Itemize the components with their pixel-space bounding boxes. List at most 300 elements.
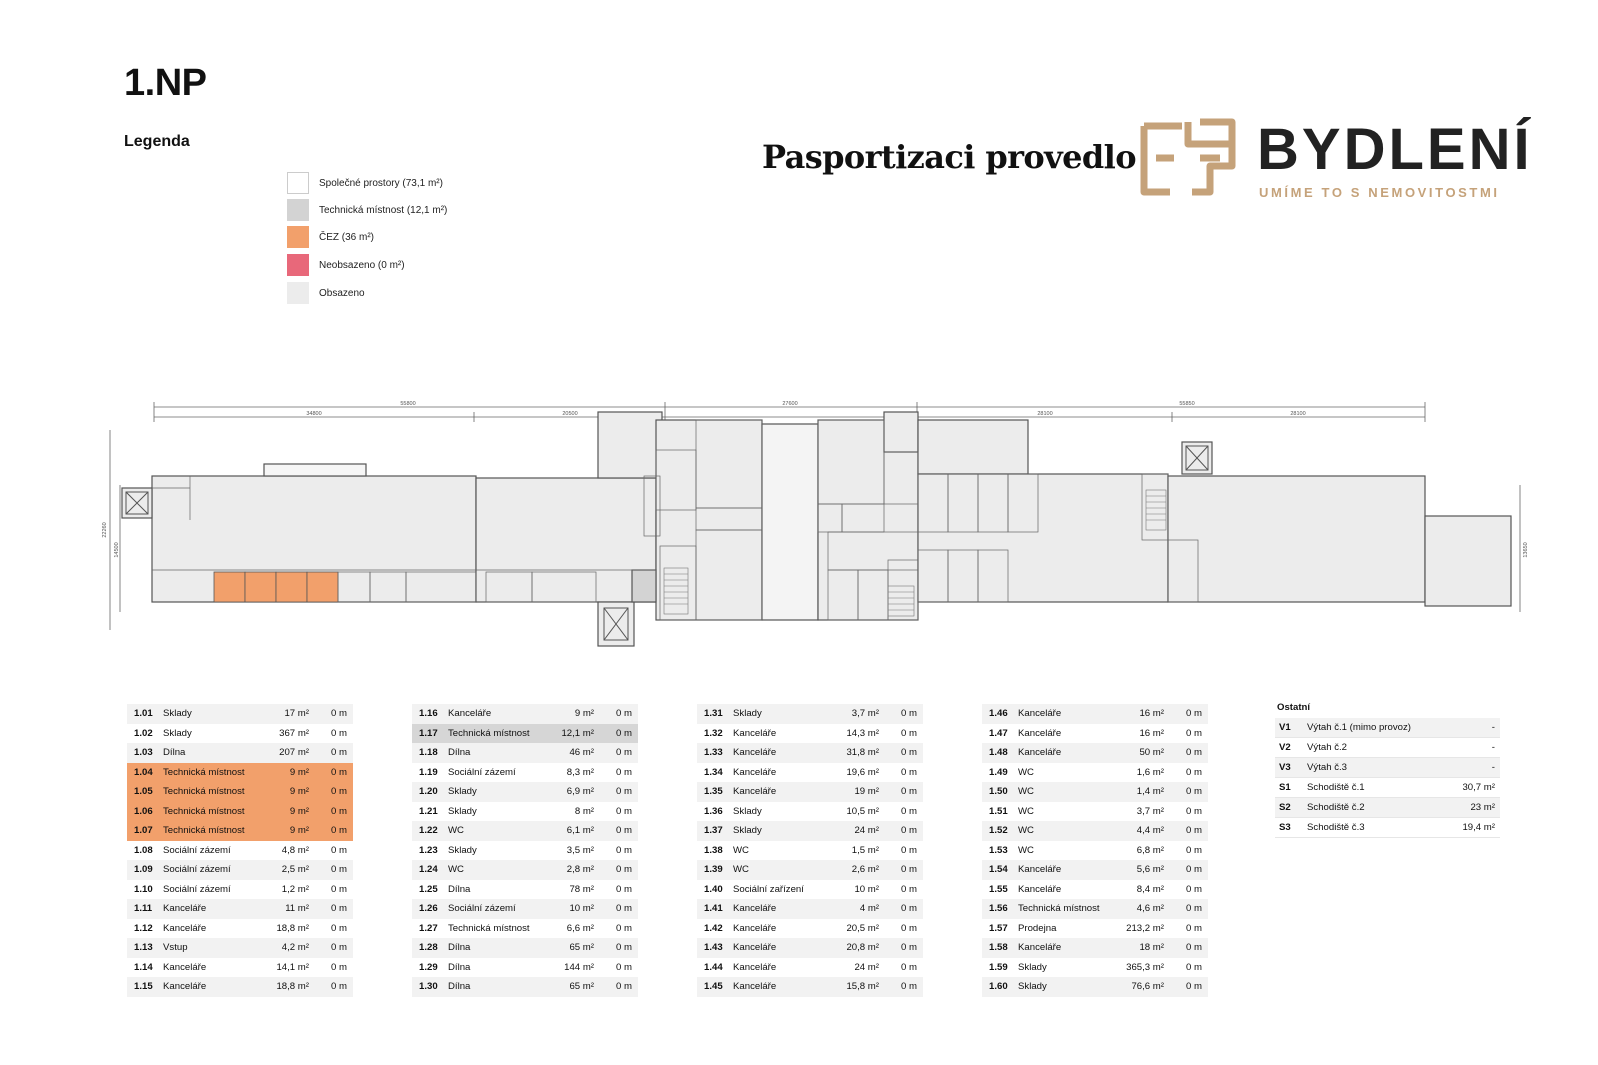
room-name: Sklady	[448, 844, 477, 856]
room-id: 1.54	[989, 864, 1008, 876]
room-id: 1.38	[704, 844, 723, 856]
room-name: Dílna	[448, 747, 471, 759]
room-area: 24 m²	[854, 961, 879, 973]
room-floor: 0 m	[331, 981, 347, 993]
other-value: -	[1491, 722, 1495, 733]
room-floor: 0 m	[1186, 708, 1202, 720]
table-row	[697, 821, 923, 841]
room-area: 46 m²	[569, 747, 594, 759]
room-id: 1.23	[419, 844, 438, 856]
room-floor: 0 m	[901, 766, 917, 778]
room-id: 1.14	[134, 961, 153, 973]
table-row	[697, 860, 923, 880]
room-area: 12,1 m²	[561, 727, 594, 739]
room-name: Sociální zázemí	[448, 766, 516, 778]
room-floor: 0 m	[1186, 805, 1202, 817]
other-name: Výtah č.3	[1307, 762, 1347, 773]
other-name: Výtah č.2	[1307, 742, 1347, 753]
room-name: Sklady	[1018, 961, 1047, 973]
other-value: -	[1491, 742, 1495, 753]
room-area: 18,8 m²	[276, 922, 309, 934]
room-floor: 0 m	[331, 766, 347, 778]
room-name: Kanceláře	[1018, 864, 1062, 876]
legend-swatch	[287, 199, 309, 221]
room-name: Dílna	[448, 981, 471, 993]
room-name: Sklady	[1018, 981, 1047, 993]
table-row	[127, 977, 353, 997]
room-name: Kanceláře	[1018, 883, 1062, 895]
table-row	[1275, 798, 1500, 818]
dim-label: 27600	[782, 401, 798, 407]
room-id: 1.39	[704, 864, 723, 876]
table-row	[127, 841, 353, 861]
room-id: 1.03	[134, 747, 153, 759]
table-row	[982, 841, 1208, 861]
room-area: 65 m²	[569, 981, 594, 993]
legend-label: Společné prostory (73,1 m²)	[319, 177, 443, 189]
room-id: 1.53	[989, 844, 1008, 856]
room-area: 18 m²	[1139, 942, 1164, 954]
room-floor: 0 m	[1186, 786, 1202, 798]
room-area: 50 m²	[1139, 747, 1164, 759]
table-row	[412, 880, 638, 900]
room-name: Technická místnost	[163, 766, 245, 778]
room-id: 1.21	[419, 805, 438, 817]
room-name: Kanceláře	[1018, 708, 1062, 720]
room-name: Kanceláře	[448, 708, 492, 720]
room-floor: 0 m	[331, 727, 347, 739]
room-area: 6,6 m²	[566, 922, 594, 934]
room-area: 19,6 m²	[846, 766, 879, 778]
room-area: 78 m²	[569, 883, 594, 895]
table-row	[412, 724, 638, 744]
room-area: 144 m²	[564, 961, 594, 973]
room-area: 2,6 m²	[851, 864, 879, 876]
room-name: Vstup	[163, 942, 188, 954]
room-floor: 0 m	[331, 786, 347, 798]
table-row	[412, 821, 638, 841]
room-id: 1.58	[989, 942, 1008, 954]
room-table	[982, 704, 1208, 997]
table-row	[1275, 818, 1500, 838]
table-row	[982, 899, 1208, 919]
room-area: 5,6 m²	[1136, 864, 1164, 876]
table-row	[697, 743, 923, 763]
room-area: 15,8 m²	[846, 981, 879, 993]
room-name: WC	[1018, 805, 1034, 817]
other-table	[1275, 702, 1500, 838]
room-area: 6,8 m²	[1136, 844, 1164, 856]
table-row	[982, 782, 1208, 802]
room-floor: 0 m	[616, 981, 632, 993]
other-id: V1	[1279, 722, 1291, 733]
room-id: 1.59	[989, 961, 1008, 973]
table-row	[412, 919, 638, 939]
room-floor: 0 m	[616, 825, 632, 837]
room-name: Technická místnost	[1018, 903, 1100, 915]
room-area: 10 m²	[569, 903, 594, 915]
room-name: Sociální zázemí	[163, 864, 231, 876]
room-table	[412, 704, 638, 997]
room-id: 1.09	[134, 864, 153, 876]
room-floor: 0 m	[901, 727, 917, 739]
table-row	[982, 919, 1208, 939]
room-floor: 0 m	[616, 883, 632, 895]
room-area: 3,7 m²	[1136, 805, 1164, 817]
other-name: Schodiště č.3	[1307, 822, 1365, 833]
room-floor: 0 m	[331, 864, 347, 876]
table-row	[982, 938, 1208, 958]
room-floor: 0 m	[616, 844, 632, 856]
legend-swatch	[287, 254, 309, 276]
table-row	[412, 841, 638, 861]
room-area: 367 m²	[279, 727, 309, 739]
room-area: 11 m²	[285, 903, 309, 915]
room-name: Kanceláře	[1018, 747, 1062, 759]
room-name: Sklady	[448, 805, 477, 817]
room-name: Technická místnost	[163, 825, 245, 837]
room-area: 3,7 m²	[851, 708, 879, 720]
room-name: Kanceláře	[733, 747, 777, 759]
room-area: 9 m²	[289, 786, 309, 798]
table-row	[697, 704, 923, 724]
room-id: 1.05	[134, 786, 153, 798]
room-name: Kanceláře	[163, 922, 207, 934]
room-floor: 0 m	[901, 903, 917, 915]
legend-item-cez	[287, 226, 374, 248]
table-row	[1275, 718, 1500, 738]
room-id: 1.45	[704, 981, 723, 993]
room-floor: 0 m	[616, 747, 632, 759]
room-name: Sklady	[733, 825, 762, 837]
room-id: 1.18	[419, 747, 438, 759]
room-area: 16 m²	[1139, 708, 1164, 720]
room-id: 1.55	[989, 883, 1008, 895]
room-id: 1.06	[134, 805, 153, 817]
room-name: Kanceláře	[733, 903, 777, 915]
table-row	[1275, 758, 1500, 778]
room-area: 17 m²	[284, 708, 309, 720]
room-floor: 0 m	[616, 864, 632, 876]
room-id: 1.10	[134, 883, 153, 895]
room-area: 2,8 m²	[566, 864, 594, 876]
room-name: WC	[733, 864, 749, 876]
room-floor: 0 m	[901, 961, 917, 973]
room-floor: 0 m	[616, 766, 632, 778]
room-id: 1.29	[419, 961, 438, 973]
brand-slogan: UMÍME TO S NEMOVITOSTMI	[1259, 185, 1500, 200]
room-id: 1.33	[704, 747, 723, 759]
room-area: 8,4 m²	[1136, 883, 1164, 895]
room-area: 4,2 m²	[281, 942, 309, 954]
dim-label: 28100	[1037, 411, 1053, 417]
room-area: 19 m²	[854, 786, 879, 798]
room-id: 1.46	[989, 708, 1008, 720]
room-floor: 0 m	[1186, 864, 1202, 876]
room-name: Kanceláře	[163, 903, 207, 915]
room-id: 1.25	[419, 883, 438, 895]
table-row	[412, 743, 638, 763]
table-row	[697, 880, 923, 900]
room-area: 1,4 m²	[1136, 786, 1164, 798]
room-table	[697, 704, 923, 997]
room-floor: 0 m	[331, 805, 347, 817]
table-row	[412, 763, 638, 783]
legend-item-vacant	[287, 254, 405, 276]
table-row	[127, 880, 353, 900]
room-area: 1,5 m²	[851, 844, 879, 856]
table-row	[982, 802, 1208, 822]
table-row	[697, 763, 923, 783]
floor-title: 1.NP	[124, 62, 207, 104]
room-floor: 0 m	[616, 786, 632, 798]
building-outline	[122, 412, 1511, 646]
other-name: Schodiště č.1	[1307, 782, 1365, 793]
table-row	[127, 743, 353, 763]
table-row	[127, 860, 353, 880]
room-floor: 0 m	[1186, 747, 1202, 759]
room-name: WC	[1018, 766, 1034, 778]
dim-label: 34800	[306, 411, 322, 417]
room-floor: 0 m	[331, 825, 347, 837]
table-row	[982, 763, 1208, 783]
room-area: 207 m²	[279, 747, 309, 759]
room-area: 31,8 m²	[846, 747, 879, 759]
room-id: 1.02	[134, 727, 153, 739]
table-row	[697, 899, 923, 919]
table-row	[412, 899, 638, 919]
room-floor: 0 m	[331, 942, 347, 954]
room-floor: 0 m	[616, 708, 632, 720]
dim-label: 28100	[1290, 411, 1306, 417]
room-name: Sklady	[448, 786, 477, 798]
table-row	[127, 802, 353, 822]
room-area: 14,1 m²	[276, 961, 309, 973]
room-id: 1.31	[704, 708, 723, 720]
table-row	[127, 724, 353, 744]
other-id: V3	[1279, 762, 1291, 773]
other-heading: Ostatní	[1277, 702, 1311, 713]
other-id: V2	[1279, 742, 1291, 753]
other-value: 30,7 m²	[1462, 782, 1495, 793]
tagline: Pasportizaci provedlo	[762, 138, 1136, 176]
table-row	[697, 782, 923, 802]
room-id: 1.43	[704, 942, 723, 954]
room-floor: 0 m	[331, 883, 347, 895]
table-row	[127, 938, 353, 958]
other-id: S1	[1279, 782, 1291, 793]
room-id: 1.26	[419, 903, 438, 915]
room-name: Sociální zázemí	[163, 883, 231, 895]
room-name: Kanceláře	[1018, 942, 1062, 954]
room-floor: 0 m	[1186, 883, 1202, 895]
room-area: 8,3 m²	[566, 766, 594, 778]
room-floor: 0 m	[901, 922, 917, 934]
table-row	[697, 919, 923, 939]
room-name: Technická místnost	[448, 922, 530, 934]
table-row	[697, 938, 923, 958]
room-name: Technická místnost	[163, 786, 245, 798]
room-id: 1.52	[989, 825, 1008, 837]
room-id: 1.34	[704, 766, 723, 778]
room-name: Sklady	[163, 708, 192, 720]
table-row	[1275, 778, 1500, 798]
room-area: 9 m²	[289, 766, 309, 778]
room-area: 1,2 m²	[281, 883, 309, 895]
room-id: 1.08	[134, 844, 153, 856]
table-row	[697, 724, 923, 744]
room-area: 8 m²	[574, 805, 594, 817]
other-value: 19,4 m²	[1462, 822, 1495, 833]
room-floor: 0 m	[901, 747, 917, 759]
room-floor: 0 m	[616, 805, 632, 817]
room-id: 1.07	[134, 825, 153, 837]
room-id: 1.36	[704, 805, 723, 817]
table-row	[697, 802, 923, 822]
room-floor: 0 m	[1186, 903, 1202, 915]
table-row	[127, 782, 353, 802]
room-area: 18,8 m²	[276, 981, 309, 993]
room-area: 6,1 m²	[566, 825, 594, 837]
room-floor: 0 m	[901, 844, 917, 856]
room-name: Sociální zázemí	[163, 844, 231, 856]
dim-label: 20500	[562, 411, 578, 417]
room-floor: 0 m	[331, 844, 347, 856]
table-row	[697, 841, 923, 861]
room-floor: 0 m	[901, 883, 917, 895]
table-row	[982, 704, 1208, 724]
room-id: 1.41	[704, 903, 723, 915]
table-row	[982, 821, 1208, 841]
other-rows	[1275, 718, 1500, 838]
room-name: Technická místnost	[448, 727, 530, 739]
room-id: 1.28	[419, 942, 438, 954]
room-name: WC	[448, 864, 464, 876]
room-area: 2,5 m²	[281, 864, 309, 876]
table-row	[412, 802, 638, 822]
room-id: 1.19	[419, 766, 438, 778]
other-id: S2	[1279, 802, 1291, 813]
room-id: 1.01	[134, 708, 153, 720]
room-id: 1.42	[704, 922, 723, 934]
table-row	[697, 977, 923, 997]
room-name: WC	[733, 844, 749, 856]
room-floor: 0 m	[1186, 766, 1202, 778]
room-area: 1,6 m²	[1136, 766, 1164, 778]
room-area: 9 m²	[574, 708, 594, 720]
room-name: Sociální zázemí	[448, 903, 516, 915]
table-row	[982, 860, 1208, 880]
room-name: Kanceláře	[733, 786, 777, 798]
other-id: S3	[1279, 822, 1291, 833]
room-floor: 0 m	[901, 981, 917, 993]
legend-swatch	[287, 226, 309, 248]
room-name: Kanceláře	[733, 942, 777, 954]
room-area: 213,2 m²	[1126, 922, 1164, 934]
table-row	[412, 958, 638, 978]
other-name: Schodiště č.2	[1307, 802, 1365, 813]
table-row	[127, 763, 353, 783]
room-area: 10,5 m²	[846, 805, 879, 817]
room-table	[127, 704, 353, 997]
brand-name: BYDLENÍ	[1257, 117, 1533, 182]
room-id: 1.12	[134, 922, 153, 934]
room-floor: 0 m	[1186, 981, 1202, 993]
room-name: WC	[1018, 786, 1034, 798]
room-area: 4,4 m²	[1136, 825, 1164, 837]
table-row	[127, 821, 353, 841]
room-floor: 0 m	[901, 864, 917, 876]
room-floor: 0 m	[1186, 825, 1202, 837]
room-area: 16 m²	[1139, 727, 1164, 739]
room-floor: 0 m	[901, 825, 917, 837]
other-value: -	[1491, 762, 1495, 773]
room-id: 1.32	[704, 727, 723, 739]
other-name: Výtah č.1 (mimo provoz)	[1307, 722, 1411, 733]
room-name: Dílna	[448, 961, 471, 973]
room-area: 65 m²	[569, 942, 594, 954]
legend-label: ČEZ (36 m²)	[319, 231, 374, 243]
room-floor: 0 m	[1186, 961, 1202, 973]
table-row	[982, 958, 1208, 978]
room-area: 4,8 m²	[281, 844, 309, 856]
room-area: 20,5 m²	[846, 922, 879, 934]
room-area: 3,5 m²	[566, 844, 594, 856]
table-row	[982, 880, 1208, 900]
room-id: 1.48	[989, 747, 1008, 759]
room-floor: 0 m	[1186, 727, 1202, 739]
room-id: 1.13	[134, 942, 153, 954]
room-id: 1.44	[704, 961, 723, 973]
room-id: 1.49	[989, 766, 1008, 778]
table-row	[127, 704, 353, 724]
room-name: Sklady	[163, 727, 192, 739]
room-name: Kanceláře	[733, 961, 777, 973]
room-floor: 0 m	[331, 903, 347, 915]
room-id: 1.60	[989, 981, 1008, 993]
room-name: Kanceláře	[163, 981, 207, 993]
room-id: 1.20	[419, 786, 438, 798]
room-floor: 0 m	[616, 727, 632, 739]
room-id: 1.16	[419, 708, 438, 720]
room-name: Kanceláře	[163, 961, 207, 973]
room-id: 1.47	[989, 727, 1008, 739]
room-id: 1.15	[134, 981, 153, 993]
room-floor: 0 m	[616, 961, 632, 973]
legend-label: Obsazeno	[319, 287, 365, 299]
room-floor: 0 m	[1186, 942, 1202, 954]
room-floor: 0 m	[331, 708, 347, 720]
room-area: 6,9 m²	[566, 786, 594, 798]
table-row	[412, 782, 638, 802]
room-name: Kanceláře	[733, 981, 777, 993]
dim-label: 22260	[102, 522, 108, 538]
room-id: 1.40	[704, 883, 723, 895]
room-area: 4 m²	[859, 903, 879, 915]
table-row	[1275, 738, 1500, 758]
legend-label: Neobsazeno (0 m²)	[319, 259, 405, 271]
other-value: 23 m²	[1470, 802, 1495, 813]
room-id: 1.35	[704, 786, 723, 798]
room-area: 14,3 m²	[846, 727, 879, 739]
room-name: WC	[1018, 825, 1034, 837]
table-row	[127, 899, 353, 919]
bydleni-logo-icon	[1140, 118, 1240, 200]
room-floor: 0 m	[1186, 922, 1202, 934]
room-id: 1.56	[989, 903, 1008, 915]
room-floor: 0 m	[901, 708, 917, 720]
room-name: Sklady	[733, 708, 762, 720]
